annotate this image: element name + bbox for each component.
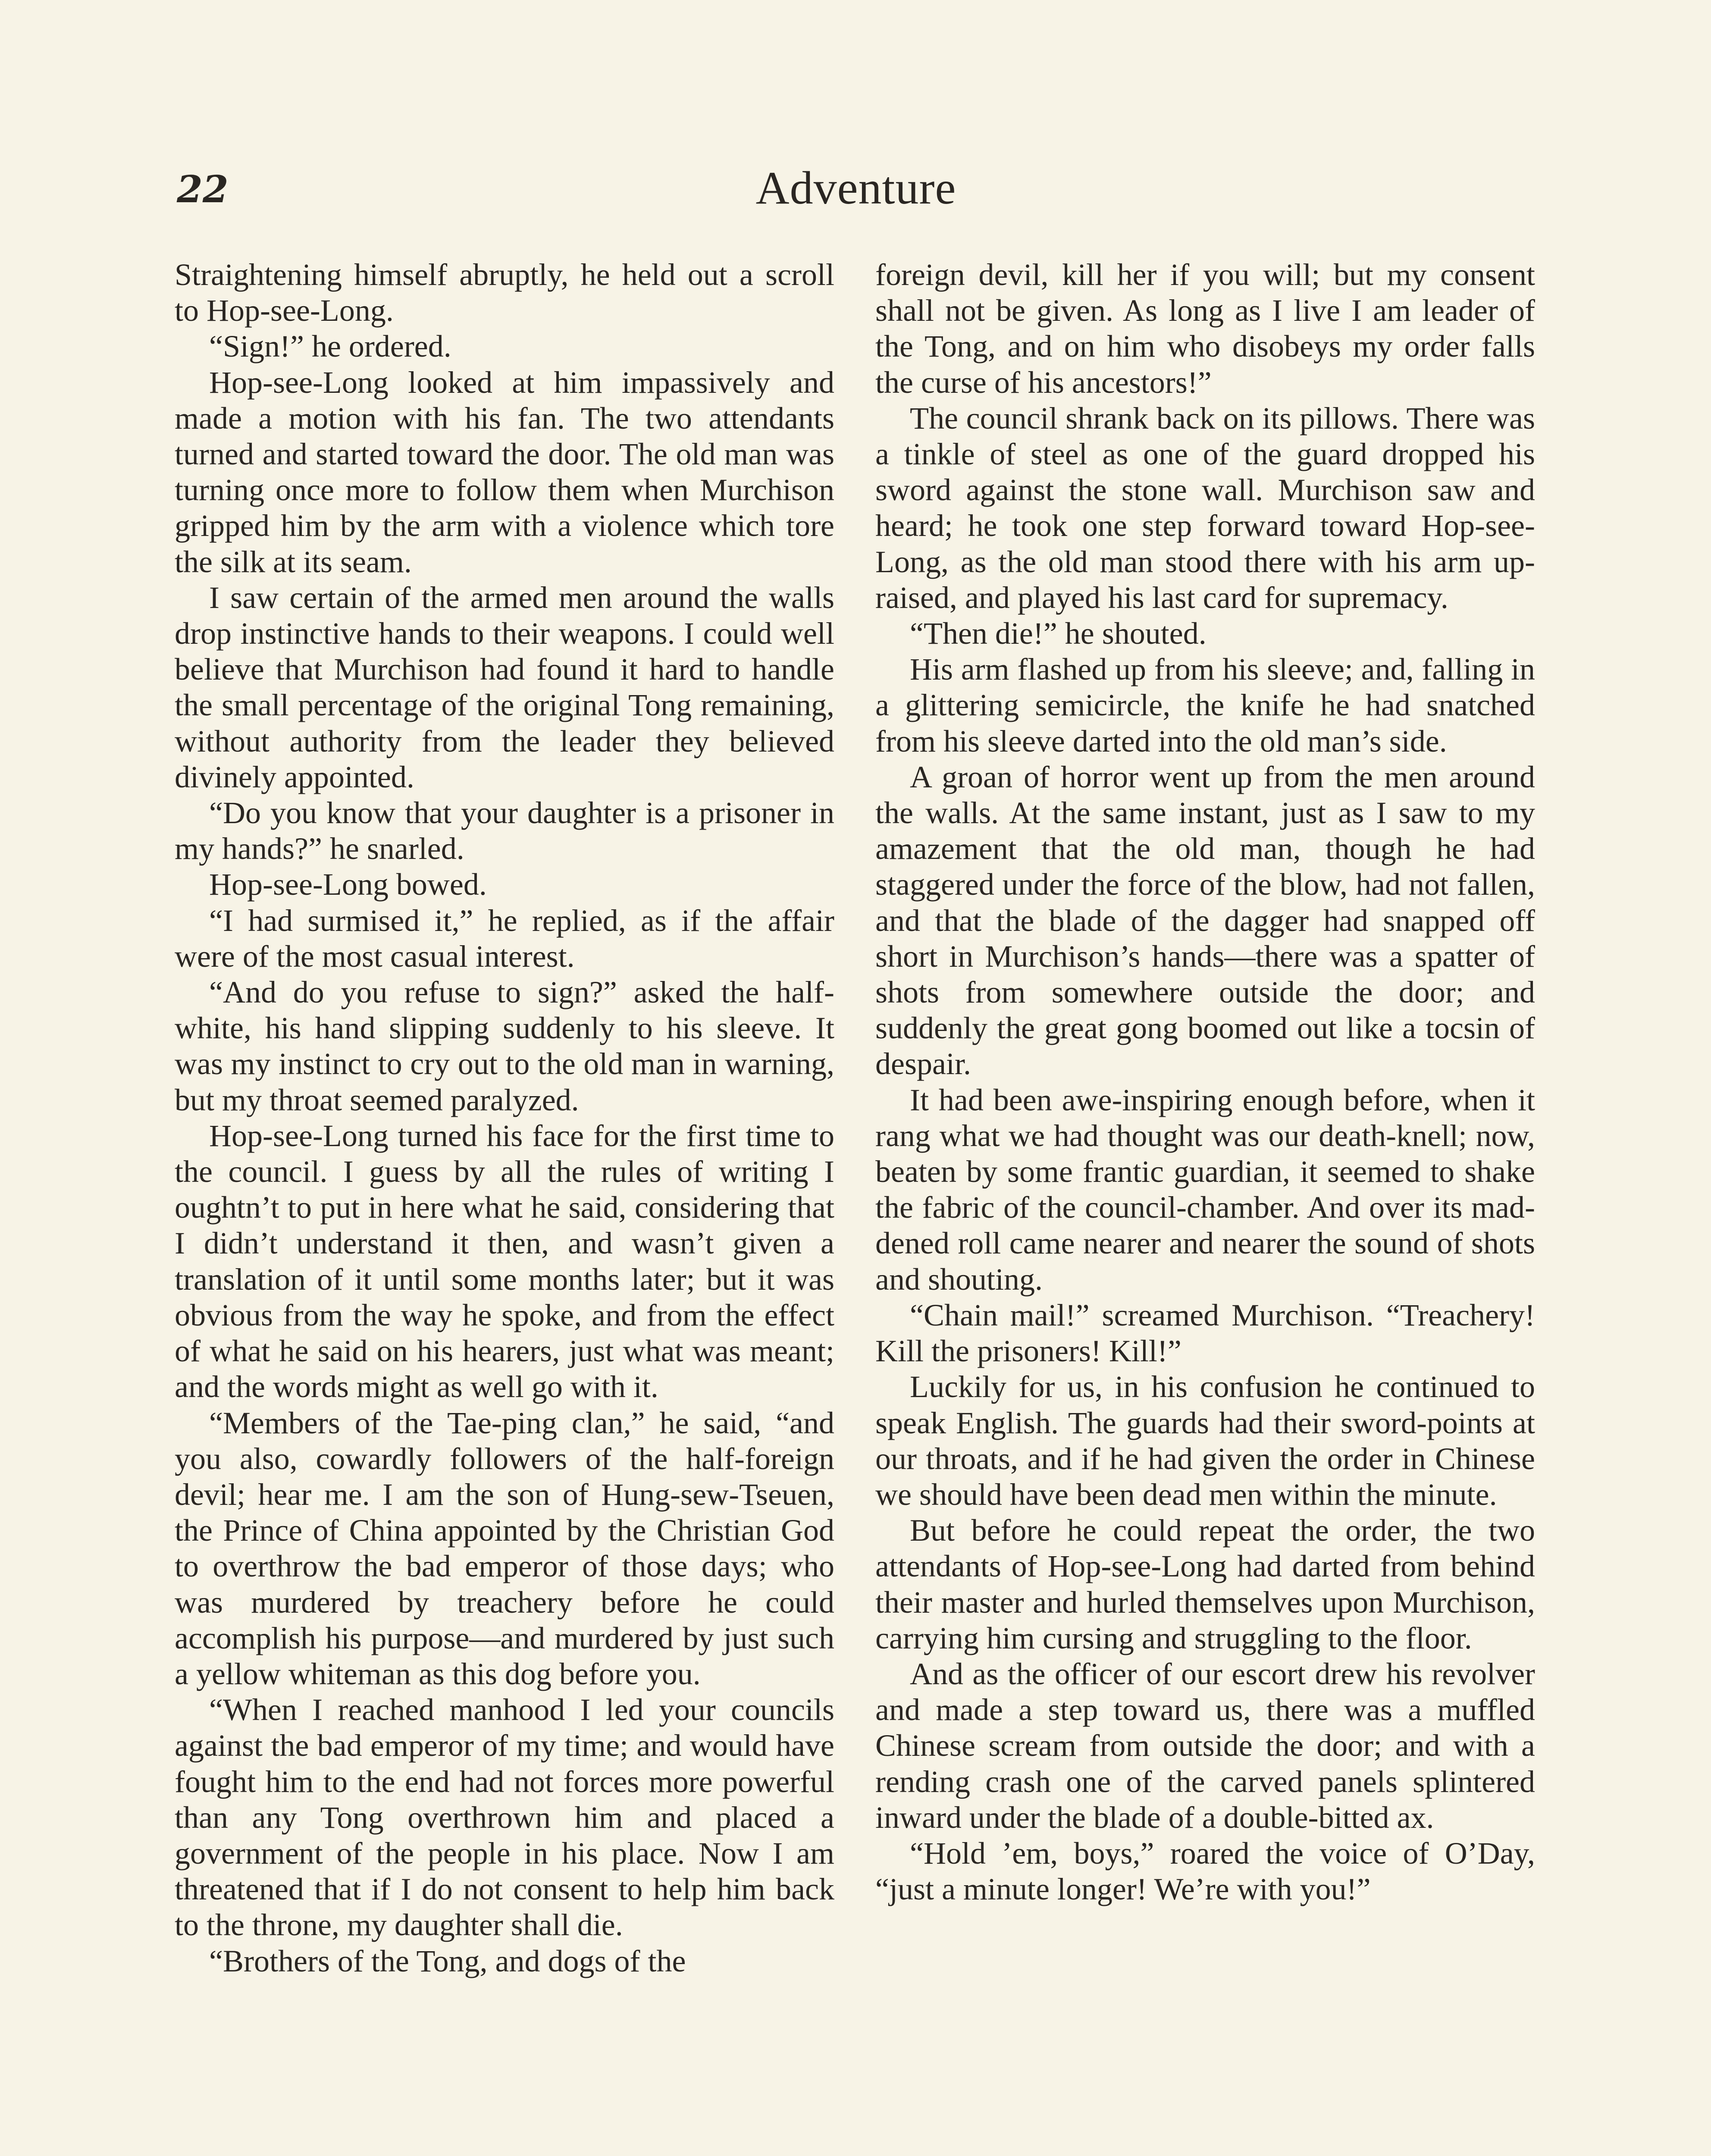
paragraph: “Chain mail!” screamed Murchison. “Treachery! Kill the prisoners! Kill!”: [875, 1297, 1535, 1369]
paragraph: “Brothers of the Tong, and dogs of the: [209, 1943, 686, 1978]
paragraph: The council shrank back on its pillows. There was a tinkle of steel as one of the guard dropped his sword against the stone wall. Murchison saw and heard; he took one step forward toward Hop-see-Long, as the old man stood there with his arm upraised, and played his last card for supremacy.: [875, 401, 1535, 615]
paragraph: “When I reached manhood I led your councils against the bad emperor of my time; and would have fought him to the end had not forces more powerful than any Tong overthrown him and placed a government of the people in his place. Now I am threatened that if I do not consent to help him back to the throne, my daughter shall die.: [175, 1692, 834, 1943]
left-column: [175, 257, 834, 1979]
paragraph: But before he could repeat the order, the two attendants of Hop-see-Long had darted from behind their master and hurled themselves upon Murchison, carrying him cursing and struggling to the floor.: [875, 1513, 1535, 1655]
paragraph: “Sign!” he ordered.: [209, 329, 451, 364]
paragraph: A groan of horror went up from the men around the walls. At the same instant, just as I saw to my amazement that the old man, though he had staggered under the force of the blow, had not fallen, and that the blade of the dagger had snapped off short in Murchison’s hands—there was a spatter of shots from somewhere outside the door; and suddenly the great gong boomed out like a tocsin of despair.: [875, 759, 1535, 1081]
right-column: [875, 257, 1535, 1907]
paragraph: “Members of the Tae-ping clan,” he said, “and you also, cowardly followers of the half-foreign devil; hear me. I am the son of Hung-sew-Tseuen, the Prince of China appointed by the Christian God to overthrow the bad emperor of those days; who was murdered by treachery before he could accomplish his purpose—and murdered by just such a yellow whiteman as this dog before you.: [175, 1405, 834, 1691]
paragraph: I saw certain of the armed men around the walls drop instinctive hands to their weapons. I could well believe that Murchison had found it hard to handle the small percentage of the original Tong remaining, without authority from the leader they believed divinely appointed.: [175, 580, 834, 794]
paragraph: And as the officer of our escort drew his revolver and made a step toward us, there was a muffled Chinese scream from outside the door; and with a rending crash one of the carved panels splintered inward under the blade of a double-bitted ax.: [875, 1656, 1535, 1835]
paragraph: It had been awe-inspiring enough before, when it rang what we had thought was our death-knell; now, beaten by some frantic guardian, it seemed to shake the fabric of the council-chamber. And over its maddened roll came nearer and nearer the sound of shots and shouting.: [875, 1082, 1535, 1297]
paragraph: Luckily for us, in his confusion he continued to speak English. The guards had their sword-points at our throats, and if he had given the order in Chinese we should have been dead men within the minute.: [875, 1369, 1535, 1512]
paragraph: Hop-see-Long bowed.: [209, 867, 487, 902]
page-header: [177, 163, 1535, 226]
paragraph: “I had surmised it,” he replied, as if the affair were of the most casual interest.: [175, 903, 834, 974]
paragraph: “Hold ’em, boys,” roared the voice of O’Day, “just a minute longer! We’re with you!”: [875, 1836, 1535, 1907]
paragraph: Straightening himself abruptly, he held out a scroll to Hop-see-Long.: [175, 257, 834, 328]
paragraph: “And do you refuse to sign?” asked the half-white, his hand slipping suddenly to his sleeve. It was my instinct to cry out to the old man in warning, but my throat seemed paralyzed.: [175, 975, 834, 1117]
paragraph: His arm flashed up from his sleeve; and, falling in a glittering semicircle, the knife he had snatched from his sleeve darted into the old man’s side.: [875, 652, 1535, 758]
running-head-title: Adventure: [755, 163, 956, 214]
paragraph: “Then die!” he shouted.: [910, 616, 1206, 651]
paragraph: Hop-see-Long looked at him impassively and made a motion with his fan. The two attendants turned and started toward the door. The old man was turning once more to follow them when Murchison gripped him by the arm with a violence which tore the silk at its seam.: [175, 365, 834, 579]
paragraph: foreign devil, kill her if you will; but my consent shall not be given. As long as I live I am leader of the Tong, and on him who disobeys my order falls the curse of his ancestors!”: [875, 257, 1535, 400]
paragraph: Hop-see-Long turned his face for the first time to the council. I guess by all the rules of writing I oughtn’t to put in here what he said, considering that I didn’t understand it then, and wasn’t given a translation of it until some months later; but it was obvious from the way he spoke, and from the effect of what he said on his hearers, just what was meant; and the words might as well go with it.: [175, 1118, 834, 1404]
page-number: 22: [177, 168, 229, 211]
paragraph: “Do you know that your daughter is a prisoner in my hands?” he snarled.: [175, 796, 834, 866]
